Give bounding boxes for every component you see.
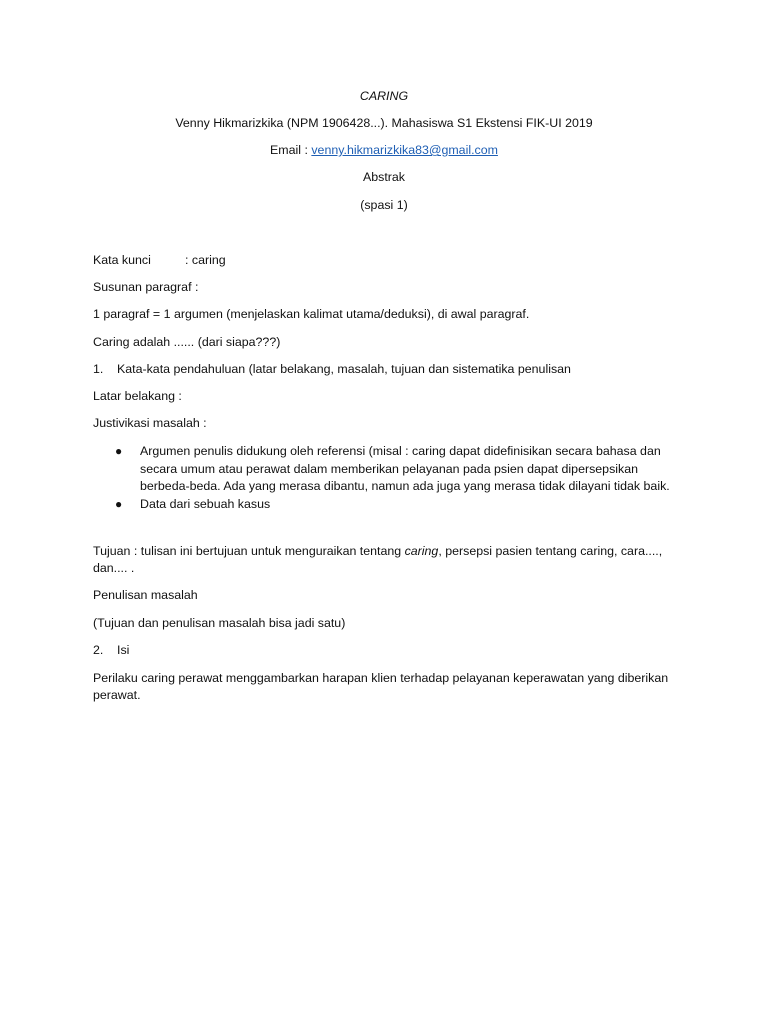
goal-prefix: Tujuan : tulisan ini bertujuan untuk menguraikan tentang <box>93 544 405 558</box>
paragraph-rule: 1 paragraf = 1 argumen (menjelaskan kalimat utama/deduksi), di awal paragraf. <box>93 307 530 321</box>
background-heading: Latar belakang : <box>93 389 182 403</box>
item-text: Kata-kata pendahuluan (latar belakang, masalah, tujuan dan sistematika penulisan <box>117 362 571 376</box>
problem-heading: Penulisan masalah <box>93 588 198 602</box>
email-line <box>0 143 768 157</box>
list-item <box>115 496 675 514</box>
numbered-item-2 <box>93 643 683 657</box>
caring-definition: Caring adalah ...... (dari siapa???) <box>93 335 281 349</box>
goal-paragraph <box>93 543 683 577</box>
list-item <box>115 443 675 496</box>
structure-heading: Susunan paragraf : <box>93 280 199 294</box>
spacing-note: (spasi 1) <box>360 198 408 212</box>
bullet-text: Data dari sebuah kasus <box>140 496 271 511</box>
abstract-heading: Abstrak <box>362 170 405 184</box>
problem-note: (Tujuan dan penulisan masalah bisa jadi satu) <box>93 616 346 630</box>
author-line: Venny Hikmarizkika (NPM 1906428...). Mahasiswa S1 Ekstensi FIK-UI 2019 <box>175 116 593 130</box>
bullet-icon: ● <box>115 496 123 511</box>
justification-heading: Justivikasi masalah : <box>93 416 207 430</box>
email-link[interactable]: venny.hikmarizkika83@gmail.com <box>311 143 498 157</box>
document-title: CARING <box>359 89 409 103</box>
item-text: Isi <box>117 643 130 657</box>
goal-suffix: , persepsi pasien tentang caring, cara...., dan.... . <box>93 544 663 575</box>
bullet-text: Argumen penulis didukung oleh referensi (misal : caring dapat didefinisikan secara bahasa dan secara umum atau perawat dalam memberikan pelayanan pada psien dapat dipersepsikan berbeda-beda. Ada yang merasa dibantu, namun ada juga yang merasa tidak dilayani tidak baik. <box>140 444 670 493</box>
goal-italic: caring <box>404 544 439 558</box>
bullet-icon: ● <box>115 444 123 458</box>
keywords-label: Kata kunci <box>93 253 151 267</box>
item-number: 1. <box>93 362 104 376</box>
item-number: 2. <box>93 643 104 657</box>
email-label: Email : <box>270 143 312 157</box>
bullet-list <box>115 443 675 513</box>
numbered-item-1 <box>93 362 683 376</box>
closing-paragraph: Perilaku caring perawat menggambarkan harapan klien terhadap pelayanan keperawatan yang diberikan perawat. <box>93 671 669 702</box>
keywords-value: : caring <box>185 253 226 267</box>
keywords-line <box>93 253 683 267</box>
